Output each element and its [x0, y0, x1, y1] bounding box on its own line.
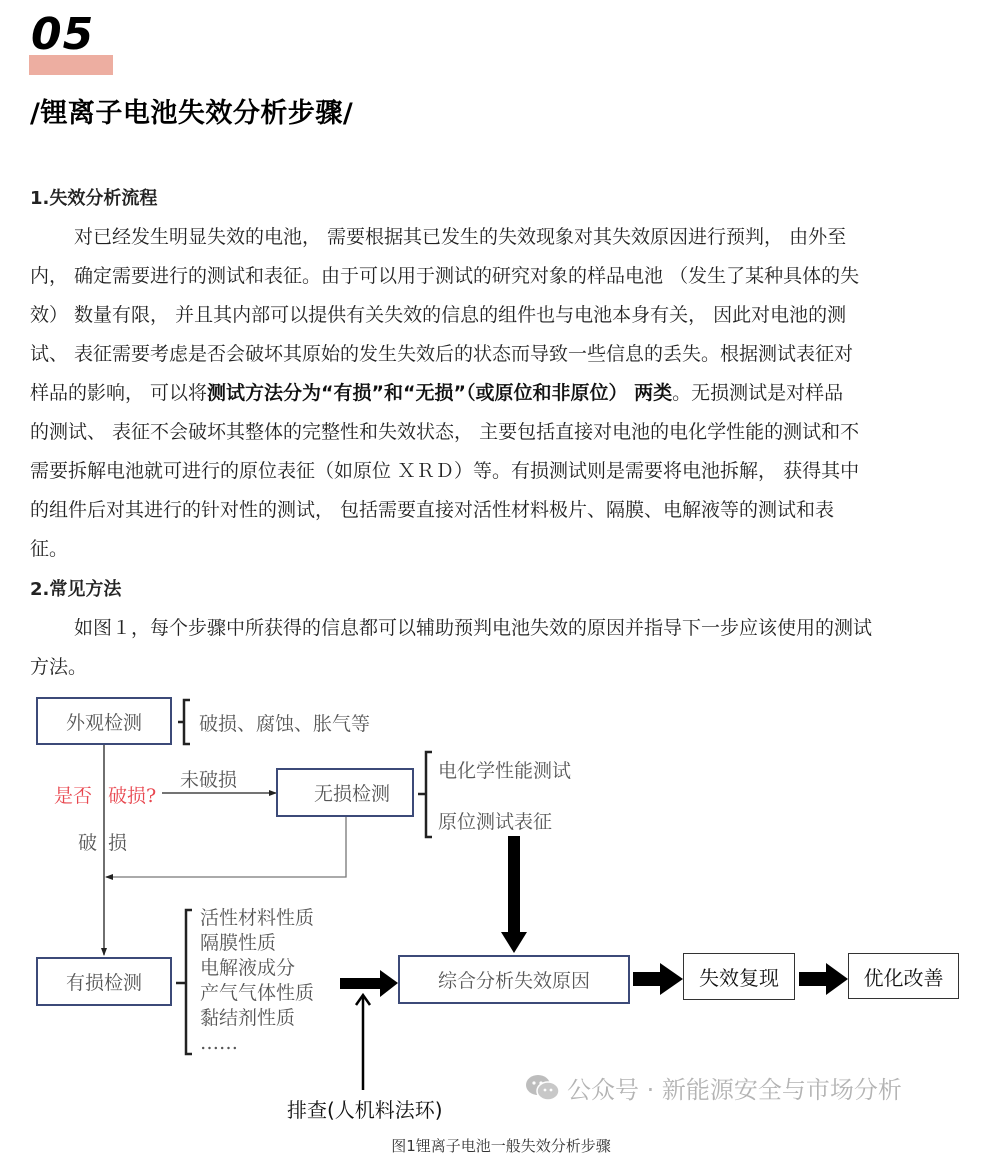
- visual-inspection-box: 外观检测: [36, 697, 172, 745]
- paragraph-line: 的组件后对其进行的针对性的测试， 包括需要直接对活性材料极片、隔膜、电解液等的测试和表: [30, 499, 835, 521]
- destructive-item: 电解液成分: [200, 957, 296, 979]
- question-label-part1: 是否: [54, 785, 93, 807]
- connector-nondestructive-return: [106, 817, 346, 877]
- paragraph-line: 如图１，每个步骤中所获得的信息都可以辅助预判电池失效的原因并指导下一步应该使用的测试: [74, 617, 873, 639]
- nondestructive-item: 原位测试表征: [438, 811, 553, 833]
- text: 。无损测试是对样品: [672, 382, 844, 404]
- page-title: /锂离子电池失效分析步骤/: [30, 98, 354, 129]
- text: 样品的影响， 可以将: [30, 382, 208, 404]
- wechat-icon: [525, 1074, 561, 1102]
- not-damaged-label: 未破损: [180, 769, 238, 791]
- figure-caption: 图1锂离子电池一般失效分析步骤: [391, 1137, 611, 1155]
- question-label-part2: 破损?: [108, 785, 157, 807]
- watermark: [525, 1070, 902, 1105]
- failure-reproduction-box: 失效复现: [683, 953, 795, 1000]
- destructive-item: 隔膜性质: [200, 932, 277, 954]
- visual-inspection-results: 破损、腐蚀、胀气等: [199, 713, 371, 735]
- section-heading-2: 2.常见方法: [30, 579, 122, 600]
- destructive-items-list: [200, 906, 314, 1056]
- paragraph-line: 需要拆解电池就可进行的原位表征（如原位 ＸＲＤ）等。有损测试则是需要将电池拆解， 获得其中: [30, 460, 860, 482]
- optimization-box: 优化改善: [848, 953, 959, 999]
- arrow-up-from-investigation: [356, 995, 370, 1090]
- damaged-label-part2: 损: [108, 832, 128, 854]
- destructive-item: 活性材料性质: [200, 907, 315, 929]
- damaged-label-part1: 破: [78, 832, 98, 854]
- destructive-item: ……: [200, 1032, 238, 1054]
- emphasis-text: 测试方法分为“有损”和“无损”（或原位和非原位） 两类: [207, 382, 673, 404]
- destructive-item: 产气气体性质: [200, 982, 315, 1004]
- nondestructive-test-box: 无损检测: [276, 768, 414, 817]
- nondestructive-item: 电化学性能测试: [438, 760, 572, 782]
- thick-arrow-down: [501, 836, 527, 953]
- section-heading-1: 1.失效分析流程: [30, 188, 158, 209]
- bracket-visual-results: [178, 700, 190, 744]
- paragraph-line: 方法。: [30, 656, 88, 678]
- watermark-text: 公众号 · 新能源安全与市场分析: [567, 1076, 902, 1104]
- thick-arrow-right-to-optimize: [799, 963, 848, 995]
- paragraph-line: 内， 确定需要进行的测试和表征。由于可以用于测试的研究对象的样品电池 （发生了某种具体的失: [30, 265, 860, 287]
- destructive-test-box: 有损检测: [36, 957, 172, 1006]
- destructive-item: 黏结剂性质: [200, 1007, 296, 1029]
- paragraph-line: 对已经发生明显失效的电池， 需要根据其已发生的失效现象对其失效原因进行预判， 由外至: [74, 226, 847, 248]
- paragraph-line: 的测试、 表征不会破坏其整体的完整性和失效状态， 主要包括直接对电池的电化学性能的测试和不: [30, 421, 860, 443]
- paragraph-line: 试、 表征需要考虑是否会破坏其原始的发生失效后的状态而导致一些信息的丢失。根据测试表征对: [30, 343, 854, 365]
- investigation-label: 排查(人机料法环): [287, 1098, 443, 1122]
- bracket-nondestructive-items: [418, 752, 432, 837]
- section-number: 05: [31, 9, 95, 60]
- paragraph-line: 效） 数量有限， 并且其内部可以提供有关失效的信息的组件也与电池本身有关， 因此对电池的测: [30, 304, 847, 326]
- thick-arrow-right-to-reproduce: [633, 963, 683, 995]
- paragraph-line: 征。: [30, 538, 69, 560]
- thick-arrow-right-into-analysis: [340, 970, 398, 997]
- bracket-destructive-items: [176, 910, 192, 1054]
- comprehensive-analysis-box: 综合分析失效原因: [398, 955, 630, 1004]
